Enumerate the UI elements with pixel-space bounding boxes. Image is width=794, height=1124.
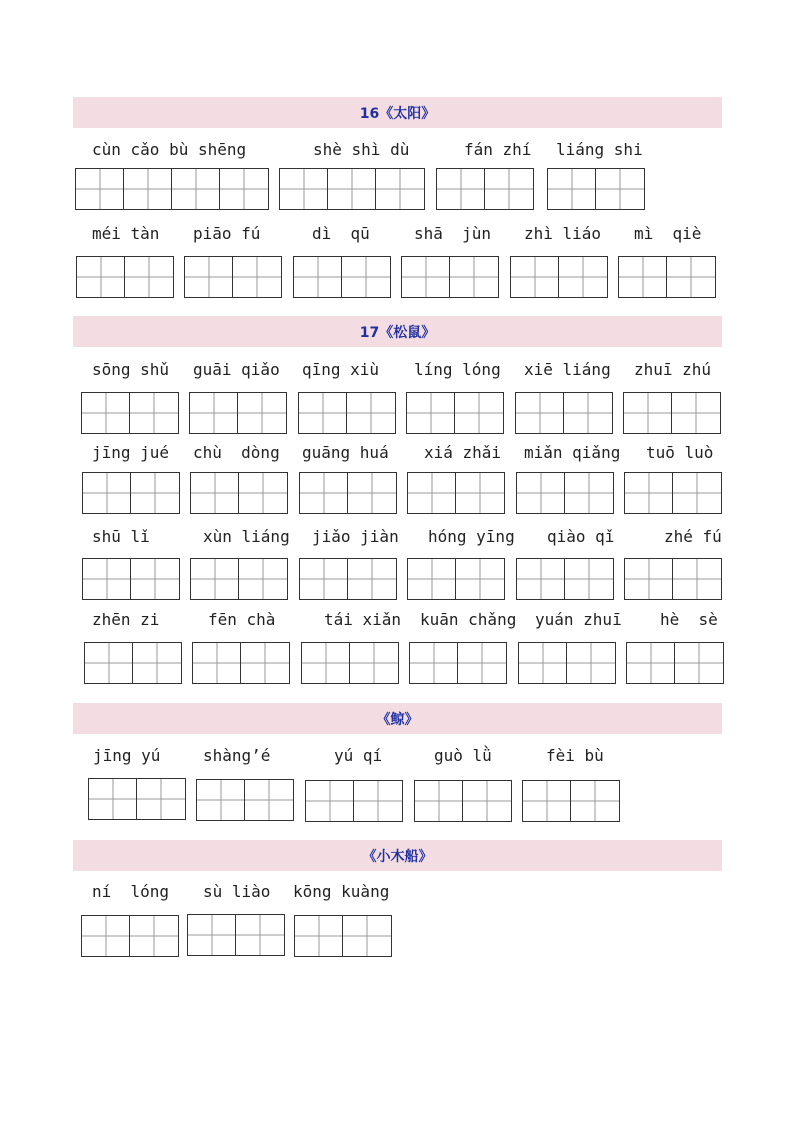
writing-grid[interactable] xyxy=(518,642,616,684)
pinyin-label: shè shì dù xyxy=(313,140,410,159)
pinyin-label: fèi bù xyxy=(546,746,604,765)
writing-grid[interactable] xyxy=(401,256,499,298)
pinyin-label: mì qiè xyxy=(634,224,702,243)
pinyin-label: qīng xiù xyxy=(302,360,380,379)
writing-grid[interactable] xyxy=(299,558,397,600)
pinyin-label: tuō luò xyxy=(646,443,714,462)
writing-grid[interactable] xyxy=(293,256,391,298)
pinyin-label: zhēn zi xyxy=(92,610,160,629)
pinyin-label: xiá zhǎi xyxy=(424,443,502,462)
writing-grid[interactable] xyxy=(190,558,288,600)
pinyin-label: méi tàn xyxy=(92,224,160,243)
pinyin-label: zhì liáo xyxy=(524,224,602,243)
writing-grid[interactable] xyxy=(516,472,614,514)
writing-grid[interactable] xyxy=(192,642,290,684)
writing-grid[interactable] xyxy=(196,779,294,821)
writing-grid[interactable] xyxy=(547,168,645,210)
writing-grid[interactable] xyxy=(626,642,724,684)
pinyin-label: piāo fú xyxy=(193,224,261,243)
writing-grid[interactable] xyxy=(294,915,392,957)
pinyin-label: xiē liáng xyxy=(524,360,611,379)
section-header-xiaomuchuan: 《小木船》 xyxy=(73,840,722,871)
writing-grid[interactable] xyxy=(624,558,722,600)
pinyin-label: hè sè xyxy=(660,610,718,629)
writing-grid[interactable] xyxy=(82,558,180,600)
writing-grid[interactable] xyxy=(82,472,180,514)
pinyin-label: ní lóng xyxy=(92,882,170,901)
writing-grid[interactable] xyxy=(510,256,608,298)
writing-grid[interactable] xyxy=(409,642,507,684)
pinyin-label: yú qí xyxy=(334,746,383,765)
writing-grid[interactable] xyxy=(76,256,174,298)
pinyin-label: jiǎo jiàn xyxy=(312,527,399,546)
pinyin-label: fán zhí xyxy=(464,140,532,159)
pinyin-label: sù liào xyxy=(203,882,271,901)
writing-grid[interactable] xyxy=(75,168,269,210)
pinyin-label: hóng yīng xyxy=(428,527,515,546)
pinyin-label: miǎn qiǎng xyxy=(524,443,621,462)
pinyin-label: guò lǜ xyxy=(434,746,492,765)
writing-grid[interactable] xyxy=(436,168,534,210)
pinyin-label: yuán zhuī xyxy=(535,610,622,629)
writing-grid[interactable] xyxy=(88,778,186,820)
writing-grid[interactable] xyxy=(516,558,614,600)
pinyin-label: xùn liáng xyxy=(203,527,290,546)
pinyin-label: shū lǐ xyxy=(92,527,150,546)
pinyin-label: líng lóng xyxy=(414,360,501,379)
writing-grid[interactable] xyxy=(298,392,396,434)
pinyin-label: kōng kuàng xyxy=(293,882,390,901)
writing-grid[interactable] xyxy=(624,472,722,514)
pinyin-label: zhuī zhú xyxy=(634,360,712,379)
pinyin-label: liáng shi xyxy=(556,140,643,159)
section-header-songshu: 17《松鼠》 xyxy=(73,316,722,347)
writing-grid[interactable] xyxy=(299,472,397,514)
pinyin-label: guāi qiǎo xyxy=(193,360,280,379)
pinyin-label: cùn cǎo bù shēng xyxy=(92,140,247,159)
pinyin-label: jīng jué xyxy=(92,443,170,462)
pinyin-label: kuān chǎng xyxy=(420,610,517,629)
pinyin-label: qiào qǐ xyxy=(547,527,615,546)
writing-grid[interactable] xyxy=(189,392,287,434)
writing-grid[interactable] xyxy=(618,256,716,298)
pinyin-label: fēn chà xyxy=(208,610,276,629)
pinyin-label: shàng’é xyxy=(203,746,271,765)
writing-grid[interactable] xyxy=(407,558,505,600)
pinyin-label: dì qū xyxy=(312,224,370,243)
writing-grid[interactable] xyxy=(184,256,282,298)
writing-grid[interactable] xyxy=(84,642,182,684)
writing-grid[interactable] xyxy=(406,392,504,434)
writing-grid[interactable] xyxy=(515,392,613,434)
writing-grid[interactable] xyxy=(187,914,285,956)
writing-grid[interactable] xyxy=(279,168,425,210)
writing-grid[interactable] xyxy=(305,780,403,822)
pinyin-label: sōng shǔ xyxy=(92,360,170,379)
writing-grid[interactable] xyxy=(522,780,620,822)
pinyin-label: zhé fú xyxy=(664,527,722,546)
writing-grid[interactable] xyxy=(190,472,288,514)
section-header-jing: 《鲸》 xyxy=(73,703,722,734)
writing-grid[interactable] xyxy=(301,642,399,684)
pinyin-label: chù dòng xyxy=(193,443,280,462)
writing-grid[interactable] xyxy=(407,472,505,514)
pinyin-label: guāng huá xyxy=(302,443,389,462)
section-header-taiyang: 16《太阳》 xyxy=(73,97,722,128)
writing-grid[interactable] xyxy=(414,780,512,822)
pinyin-label: shā jùn xyxy=(414,224,492,243)
pinyin-label: tái xiǎn xyxy=(324,610,402,629)
writing-grid[interactable] xyxy=(81,392,179,434)
pinyin-label: jīng yú xyxy=(93,746,161,765)
writing-grid[interactable] xyxy=(623,392,721,434)
writing-grid[interactable] xyxy=(81,915,179,957)
